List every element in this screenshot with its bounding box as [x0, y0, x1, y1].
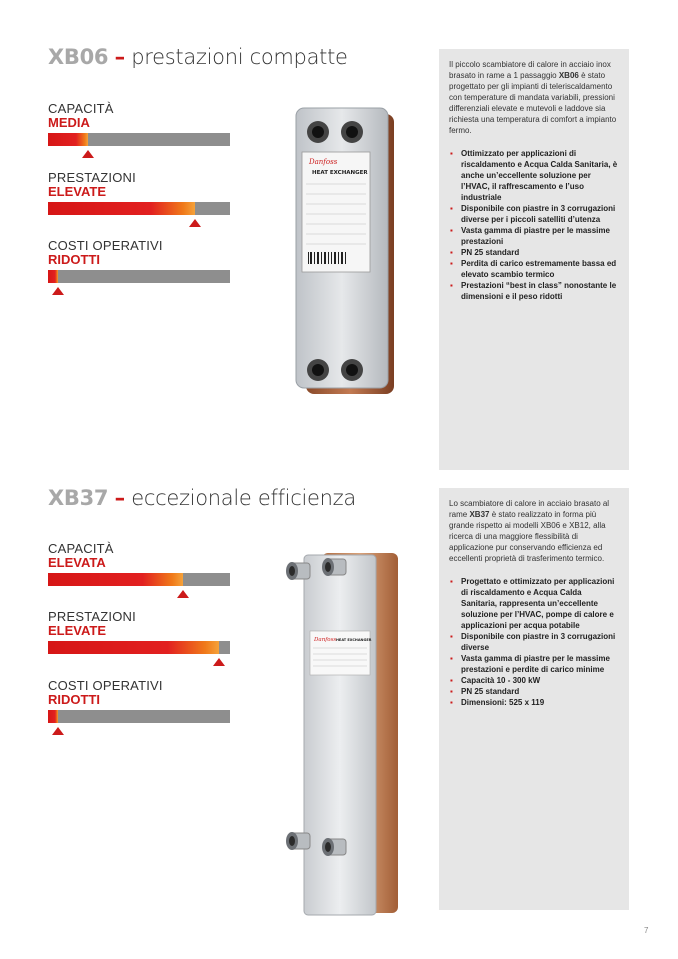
- level-marker-icon: [52, 287, 64, 295]
- product-image-xb06: [282, 100, 402, 400]
- level-bar-fill: [48, 202, 195, 215]
- bullet-icon: ▪: [450, 149, 453, 158]
- level-marker-icon: [52, 727, 64, 735]
- model-name: XB06: [48, 45, 109, 69]
- feature-item: ▪ Prestazioni “best in class” nonostante le dimensioni e il peso ridotti: [450, 281, 617, 301]
- bullet-icon: ▪: [450, 204, 453, 213]
- feature-item: ▪ Progettato e ottimizzato per applicazioni di riscaldamento e Acqua Calda Sanitaria, rappresenta un’eccellente soluzione per l’HVAC, pompe di calore e applicazioni per acqua potabile: [450, 577, 615, 630]
- description-panel: [439, 488, 629, 910]
- level-bar: [48, 202, 230, 215]
- feature-item: ▪ Disponibile con piastre in 3 corrugazioni diverse: [450, 632, 616, 652]
- bullet-icon: ▪: [450, 676, 453, 685]
- level-marker-icon: [177, 590, 189, 598]
- level-bar-fill: [48, 710, 58, 723]
- metric-value: ELEVATE: [48, 623, 107, 638]
- feature-item: ▪ Disponibile con piastre in 3 corrugazioni diverse per i piccoli satelliti d’utenza: [450, 204, 616, 224]
- feature-list: [449, 576, 619, 708]
- title-subtitle: eccezionale efficienza: [131, 486, 356, 510]
- title-dash: –: [114, 45, 125, 69]
- metric-value: MEDIA: [48, 115, 90, 130]
- level-bar-fill: [48, 641, 219, 654]
- metric-capacity: [48, 102, 230, 146]
- product-image-xb37: [282, 545, 402, 925]
- description-panel: [439, 49, 629, 470]
- feature-list: [449, 148, 619, 302]
- bullet-icon: ▪: [450, 259, 453, 268]
- metric-label: COSTI OPERATIVI: [48, 678, 163, 693]
- metric-label: PRESTAZIONI: [48, 170, 136, 185]
- metric-value: ELEVATA: [48, 555, 106, 570]
- metric-value: ELEVATE: [48, 184, 107, 199]
- bullet-icon: ▪: [450, 226, 453, 235]
- heat-exchanger-illustration: [282, 545, 402, 925]
- bullet-icon: ▪: [450, 698, 453, 707]
- feature-item: ▪ Capacità 10 - 300 kW: [450, 676, 541, 685]
- feature-item: ▪ Perdita di carico estremamente bassa ed elevato scambio termico: [450, 259, 617, 279]
- heat-exchanger-illustration: [282, 100, 402, 400]
- metric-label: CAPACITÀ: [48, 541, 114, 556]
- product-section-xb37: [0, 480, 678, 920]
- level-bar: [48, 573, 230, 586]
- metric-capacity: [48, 542, 230, 586]
- bullet-icon: ▪: [450, 577, 453, 586]
- level-bar-fill: [48, 573, 183, 586]
- feature-item: ▪ PN 25 standard: [450, 687, 520, 696]
- metric-label: COSTI OPERATIVI: [48, 238, 163, 253]
- metric-performance: [48, 610, 230, 654]
- bullet-icon: ▪: [450, 248, 453, 257]
- level-bar-fill: [48, 133, 88, 146]
- feature-item: ▪ Vasta gamma di piastre per le massime prestazioni e perdite di carico minime: [450, 654, 610, 674]
- feature-item: ▪ Dimensioni: 525 x 119: [450, 698, 545, 707]
- metric-performance: [48, 171, 230, 215]
- metric-value: RIDOTTI: [48, 692, 100, 707]
- intro-text: Il piccolo scambiatore di calore in acciaio inox brasato in rame a 1 passaggio XB06 è stato progettato per gli impianti di teleriscaldamento con temperature di mandata variabili, pressioni differenziali elevate e mutevoli e laddove sia richiesta una temperatura di comfort a impianto fermo.: [449, 60, 617, 135]
- metric-operating-costs: [48, 679, 230, 723]
- level-bar: [48, 270, 230, 283]
- level-bar-fill: [48, 270, 58, 283]
- section-title: [48, 486, 356, 510]
- level-marker-icon: [82, 150, 94, 158]
- level-marker-icon: [213, 658, 225, 666]
- bullet-icon: ▪: [450, 632, 453, 641]
- nameplate-label: HEAT EXCHANGER: [312, 170, 368, 176]
- metric-value: RIDOTTI: [48, 252, 100, 267]
- brand-logo: Danfoss: [309, 158, 338, 166]
- page-number: 7: [644, 926, 649, 935]
- level-marker-icon: [189, 219, 201, 227]
- title-dash: –: [114, 486, 125, 510]
- level-bar: [48, 641, 230, 654]
- bullet-icon: ▪: [450, 654, 453, 663]
- bullet-icon: ▪: [450, 687, 453, 696]
- title-subtitle: prestazioni compatte: [131, 45, 348, 69]
- intro-text: Lo scambiatore di calore in acciaio brasato al rame XB37 è stato realizzato in forma più grande rispetto ai modelli XB06 e XB12, alla ricerca di una maggiore flessibilità di applicazione pur conservando efficienza ed eccellenti proprietà di trasferimento termico.: [449, 499, 610, 563]
- bullet-icon: ▪: [450, 281, 453, 290]
- section-title: [48, 45, 348, 69]
- metric-label: PRESTAZIONI: [48, 609, 136, 624]
- nameplate-label: HEAT EXCHANGER: [336, 638, 372, 642]
- feature-item: ▪ Ottimizzato per applicazioni di riscaldamento e Acqua Calda Sanitaria, è anche un’eccellente soluzione per l’HVAC, il raffrescamento e l’uso industriale: [450, 149, 618, 202]
- brand-logo: Danfoss: [314, 637, 337, 643]
- level-bar: [48, 133, 230, 146]
- feature-item: ▪ PN 25 standard: [450, 248, 520, 257]
- level-bar: [48, 710, 230, 723]
- feature-item: ▪ Vasta gamma di piastre per le massime prestazioni: [450, 226, 610, 246]
- metric-operating-costs: [48, 239, 230, 283]
- model-name: XB37: [48, 486, 109, 510]
- metric-label: CAPACITÀ: [48, 101, 114, 116]
